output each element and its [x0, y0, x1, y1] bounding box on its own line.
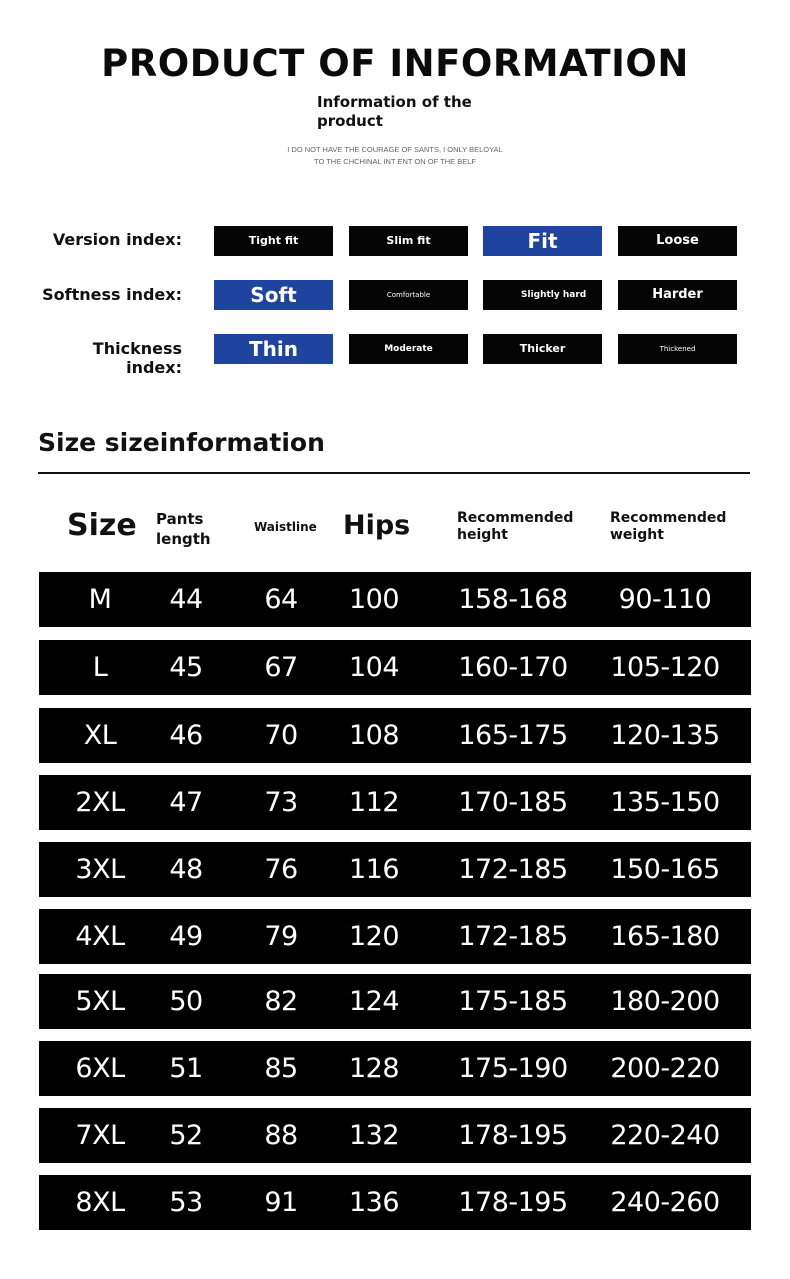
table-row: [39, 1175, 751, 1230]
size-section-title: Size sizeinformation: [38, 428, 325, 457]
option-fit-selected: Fit: [483, 226, 602, 256]
table-cell: 116: [348, 854, 400, 885]
header-pants-length: Pants length: [156, 510, 211, 548]
option-comfortable: Comfortable: [349, 280, 468, 310]
table-cell: 82: [264, 986, 298, 1017]
table-cell: 150-165: [610, 854, 720, 885]
tagline: [245, 144, 545, 168]
table-cell: 2XL: [75, 787, 125, 818]
header-recommended-weight: Recommended weight: [610, 510, 727, 543]
table-cell: 124: [348, 986, 400, 1017]
index-label-version: Version index:: [52, 230, 182, 249]
page-title: PRODUCT OF INFORMATION: [101, 42, 689, 85]
table-cell: 49: [169, 921, 203, 952]
header-waistline: Waistline: [254, 520, 317, 534]
table-cell: 135-150: [610, 787, 720, 818]
option-loose: Loose: [618, 226, 737, 256]
section-divider: [38, 472, 750, 474]
table-cell: 50: [169, 986, 203, 1017]
table-row: [39, 974, 751, 1029]
table-cell: 128: [348, 1053, 400, 1084]
table-cell: 48: [169, 854, 203, 885]
table-cell: 100: [348, 584, 400, 615]
table-cell: 64: [264, 584, 298, 615]
option-soft-selected: Soft: [214, 280, 333, 310]
table-cell: 91: [264, 1187, 298, 1218]
table-row: [39, 1108, 751, 1163]
table-cell: 175-185: [458, 986, 568, 1017]
option-thin-selected: Thin: [214, 334, 333, 364]
index-label-thickness: Thickness index:: [92, 339, 182, 377]
table-cell: 160-170: [458, 652, 568, 683]
table-cell: 175-190: [458, 1053, 568, 1084]
header-hips: Hips: [343, 510, 411, 541]
table-row: [39, 640, 751, 695]
table-cell: 220-240: [610, 1120, 720, 1151]
table-cell: 240-260: [610, 1187, 720, 1218]
table-cell: 120-135: [610, 720, 720, 751]
table-cell: 90-110: [618, 584, 712, 615]
option-tight-fit: Tight fit: [214, 226, 333, 256]
table-cell: XL: [83, 720, 117, 751]
table-cell: 51: [169, 1053, 203, 1084]
table-cell: 53: [169, 1187, 203, 1218]
table-cell: 5XL: [75, 986, 125, 1017]
table-cell: 73: [264, 787, 298, 818]
table-cell: 79: [264, 921, 298, 952]
table-cell: 108: [348, 720, 400, 751]
option-thickened: Thickened: [618, 334, 737, 364]
table-row: [39, 1041, 751, 1096]
table-cell: 46: [169, 720, 203, 751]
page-subtitle: Information of the product: [317, 93, 472, 130]
table-cell: 165-180: [610, 921, 720, 952]
option-moderate: Moderate: [349, 334, 468, 364]
table-cell: 4XL: [75, 921, 125, 952]
table-cell: 44: [169, 584, 203, 615]
option-harder: Harder: [618, 280, 737, 310]
table-cell: 7XL: [75, 1120, 125, 1151]
table-cell: 85: [264, 1053, 298, 1084]
table-cell: 67: [264, 652, 298, 683]
table-row: [39, 909, 751, 964]
table-cell: 70: [264, 720, 298, 751]
table-cell: 178-195: [458, 1120, 568, 1151]
tagline-line-2: TO THE CHCHINAL INT ENT ON OF THE BELF: [314, 157, 476, 166]
table-cell: 6XL: [75, 1053, 125, 1084]
table-cell: 120: [348, 921, 400, 952]
table-cell: 112: [348, 787, 400, 818]
table-cell: 104: [348, 652, 400, 683]
table-cell: 8XL: [75, 1187, 125, 1218]
tagline-line-1: I DO NOT HAVE THE COURAGE OF SANTS, I ONLY BELOYAL: [287, 145, 503, 154]
table-cell: 132: [348, 1120, 400, 1151]
header-recommended-height: Recommended height: [457, 510, 574, 543]
table-cell: 165-175: [458, 720, 568, 751]
table-row: [39, 775, 751, 830]
table-cell: 158-168: [458, 584, 568, 615]
table-cell: 178-195: [458, 1187, 568, 1218]
table-cell: 180-200: [610, 986, 720, 1017]
option-slim-fit: Slim fit: [349, 226, 468, 256]
table-cell: 172-185: [458, 921, 568, 952]
table-cell: L: [92, 652, 108, 683]
table-cell: 76: [264, 854, 298, 885]
option-slightly-hard: Slightly hard: [483, 280, 602, 310]
table-cell: 170-185: [458, 787, 568, 818]
table-row: [39, 842, 751, 897]
table-row: [39, 572, 751, 627]
header-size: Size: [67, 508, 137, 543]
table-cell: M: [88, 584, 112, 615]
table-cell: 3XL: [75, 854, 125, 885]
table-cell: 45: [169, 652, 203, 683]
table-cell: 200-220: [610, 1053, 720, 1084]
table-cell: 136: [348, 1187, 400, 1218]
table-cell: 88: [264, 1120, 298, 1151]
table-cell: 47: [169, 787, 203, 818]
option-thicker: Thicker: [483, 334, 602, 364]
table-cell: 105-120: [610, 652, 720, 683]
table-row: [39, 708, 751, 763]
table-cell: 172-185: [458, 854, 568, 885]
index-label-softness: Softness index:: [42, 285, 182, 304]
table-cell: 52: [169, 1120, 203, 1151]
